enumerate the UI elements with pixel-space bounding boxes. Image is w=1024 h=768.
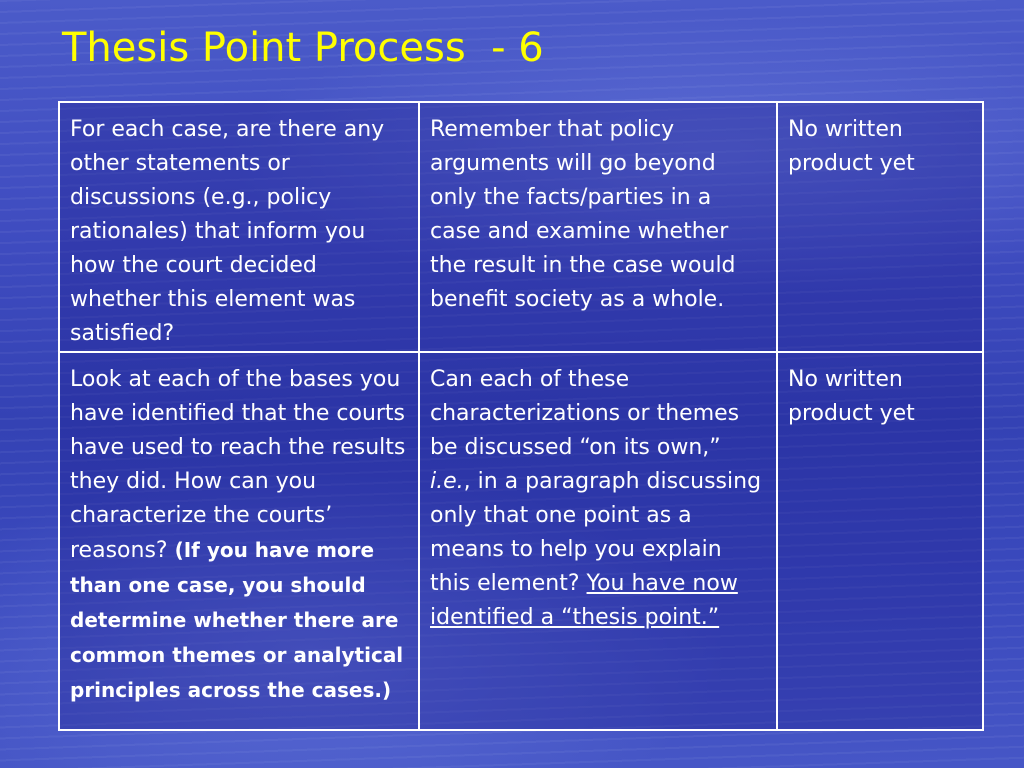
row1-product-cell: No written product yet: [777, 102, 983, 352]
row2-guidance-italic: i.e.: [430, 469, 464, 494]
row1-guidance-cell: Remember that policy arguments will go beyond only the facts/parties in a case and examine whether the result in the case would benefit society as a whole.: [419, 102, 777, 352]
table-row: [59, 102, 983, 352]
row2-guidance-cell: [419, 352, 777, 730]
slide-title: Thesis Point Process - 6: [62, 25, 544, 71]
thesis-process-table: [58, 101, 984, 731]
row2-guidance-text-1: Can each of these characterizations or themes be discussed “on its own,”: [430, 367, 740, 460]
row2-guidance-text-2: , in a paragraph discussing only that one point as a means to help you explain this element?: [430, 469, 762, 596]
row2-question-bold-note: (If you have more than one case, you should determine whether there are common themes or analytical principles across the cases.): [70, 538, 404, 702]
row2-question-text: Look at each of the bases you have identified that the courts have used to reach the results they did. How can you characterize the courts’ reasons?: [70, 367, 406, 563]
row2-question-cell: [59, 352, 419, 730]
row1-question-cell: For each case, are there any other statements or discussions (e.g., policy rationales) that inform you how the court decided whether this element was satisfied?: [59, 102, 419, 352]
row2-thesis-point-note: You have now identified a “thesis point.”: [430, 571, 738, 630]
row2-product-cell: No written product yet: [777, 352, 983, 730]
table-row: [59, 352, 983, 730]
